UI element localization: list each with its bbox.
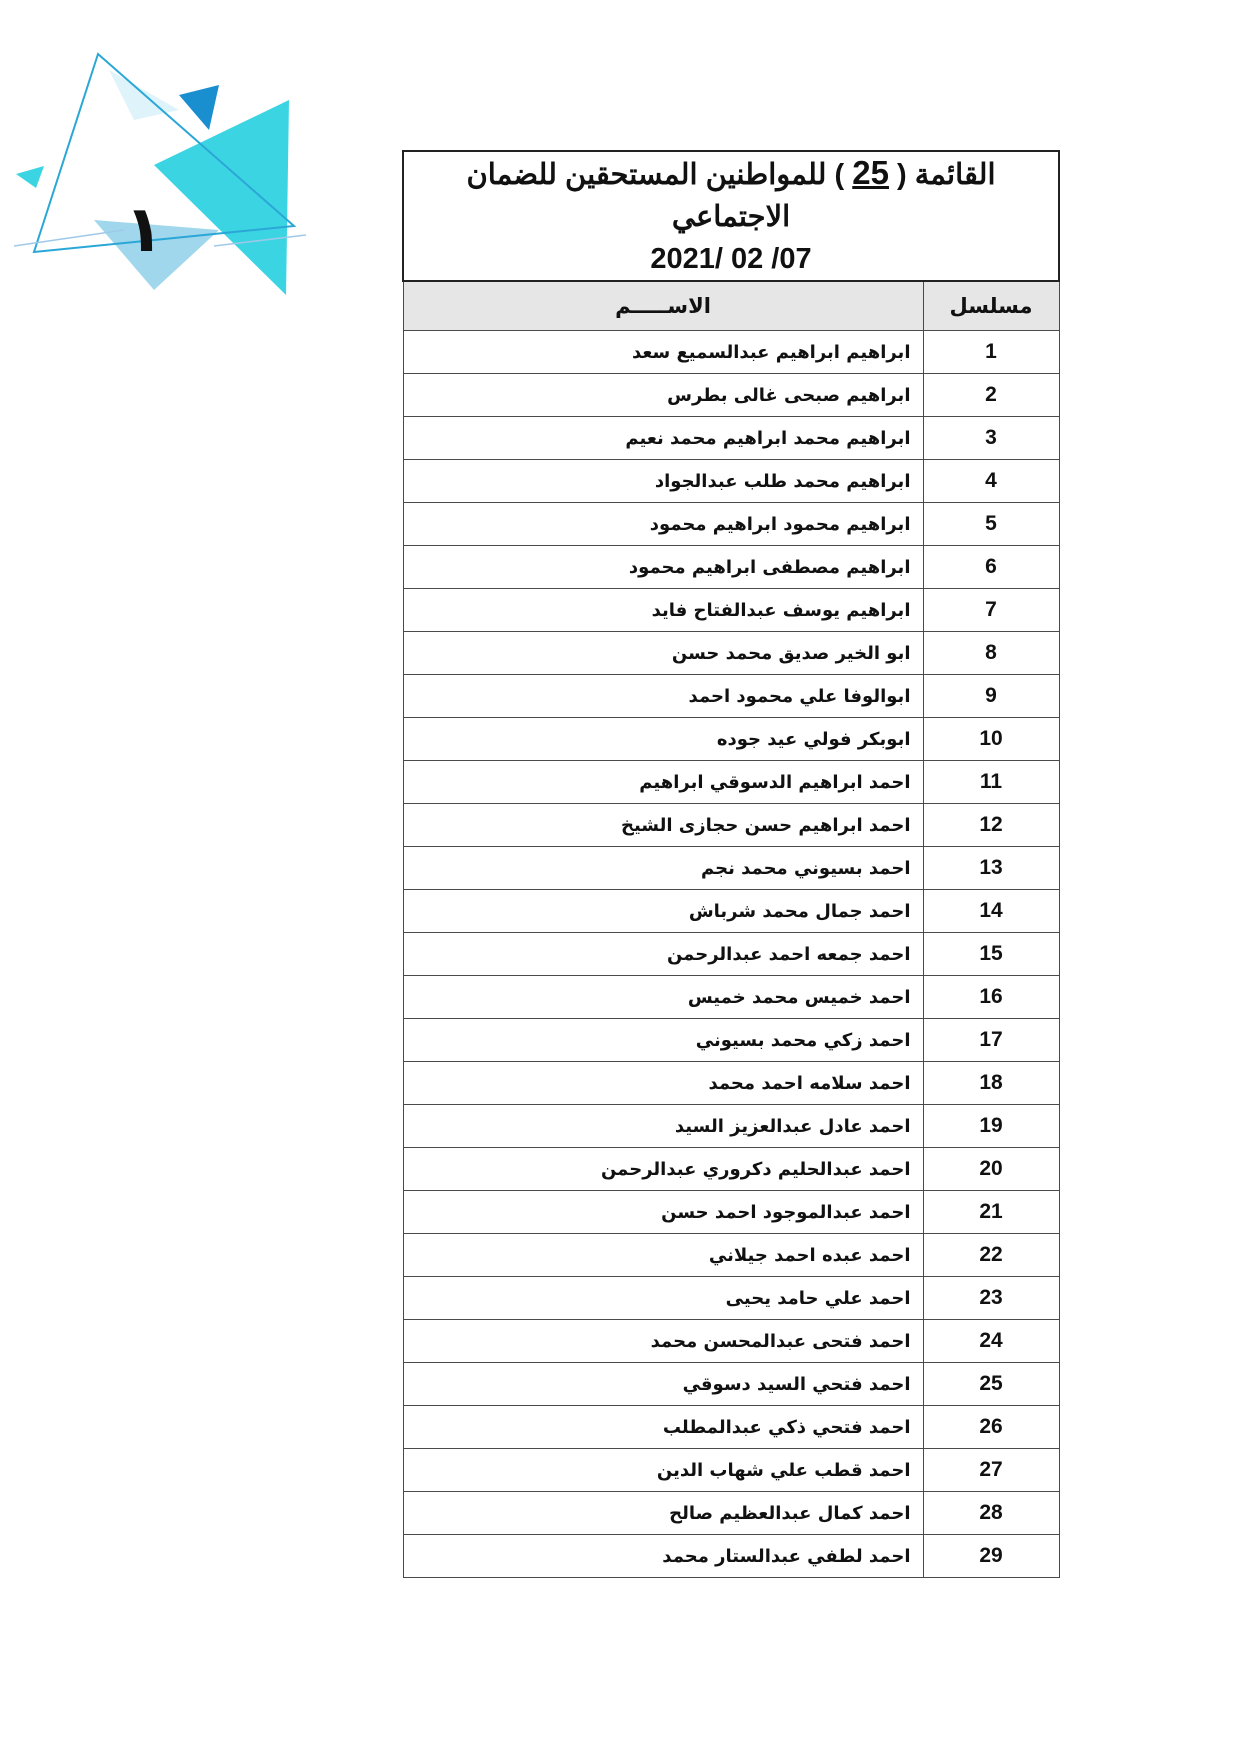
document-date: 2021/ 02 /07: [650, 243, 812, 275]
citizen-name: ابوبكر فولي عيد جوده: [403, 718, 923, 761]
table-body: [403, 331, 1059, 1578]
page-badge: [14, 50, 314, 310]
list-number: 25: [852, 154, 889, 191]
serial-number: 3: [923, 417, 1059, 460]
citizen-name: احمد لطفي عبدالستار محمد: [403, 1535, 923, 1578]
serial-number: 18: [923, 1062, 1059, 1105]
table-row: [403, 675, 1059, 718]
serial-number: 15: [923, 933, 1059, 976]
table-row: [403, 1191, 1059, 1234]
serial-number: 27: [923, 1449, 1059, 1492]
citizen-name: ابراهيم محمود ابراهيم محمود: [403, 503, 923, 546]
table-row: [403, 1277, 1059, 1320]
citizen-name: احمد علي حامد يحيى: [403, 1277, 923, 1320]
citizen-name: احمد جمال محمد شرباش: [403, 890, 923, 933]
table-row: [403, 460, 1059, 503]
serial-number: 4: [923, 460, 1059, 503]
table-row: [403, 933, 1059, 976]
table-row: [403, 847, 1059, 890]
serial-number: 17: [923, 1019, 1059, 1062]
header-serial: مسلسل: [923, 281, 1059, 331]
table-row: [403, 589, 1059, 632]
document-title: [404, 152, 1058, 238]
table-row: [403, 804, 1059, 847]
serial-number: 26: [923, 1406, 1059, 1449]
table-row: [403, 1535, 1059, 1578]
citizen-name: احمد فتحى عبدالمحسن محمد: [403, 1320, 923, 1363]
serial-number: 29: [923, 1535, 1059, 1578]
serial-number: 2: [923, 374, 1059, 417]
citizen-name: احمد فتحي السيد دسوقي: [403, 1363, 923, 1406]
serial-number: 24: [923, 1320, 1059, 1363]
citizen-name: احمد عبده احمد جيلاني: [403, 1234, 923, 1277]
serial-number: 19: [923, 1105, 1059, 1148]
table-row: [403, 1062, 1059, 1105]
serial-number: 11: [923, 761, 1059, 804]
badge-stroke-line: [14, 230, 124, 246]
citizen-name: احمد بسيوني محمد نجم: [403, 847, 923, 890]
table-row: [403, 718, 1059, 761]
document-header: [403, 151, 1059, 281]
serial-number: 9: [923, 675, 1059, 718]
table-row: [403, 761, 1059, 804]
table-row: [403, 976, 1059, 1019]
citizen-name: احمد عبدالحليم دكروري عبدالرحمن: [403, 1148, 923, 1191]
table-row: [403, 1320, 1059, 1363]
citizen-name: ابراهيم محمد ابراهيم محمد نعيم: [403, 417, 923, 460]
serial-number: 5: [923, 503, 1059, 546]
citizen-name: ابراهيم صبحى غالى بطرس: [403, 374, 923, 417]
table-row: [403, 632, 1059, 675]
table-row: [403, 417, 1059, 460]
serial-number: 10: [923, 718, 1059, 761]
table-row: [403, 1363, 1059, 1406]
serial-number: 28: [923, 1492, 1059, 1535]
title-prefix: القائمة (: [897, 159, 996, 191]
table-row: [403, 331, 1059, 374]
title-suffix: ) للمواطنين المستحقين للضمان الاجتماعي: [466, 159, 845, 233]
citizen-name: احمد عادل عبدالعزيز السيد: [403, 1105, 923, 1148]
serial-number: 14: [923, 890, 1059, 933]
serial-number: 7: [923, 589, 1059, 632]
table-row: [403, 1148, 1059, 1191]
citizen-name: احمد زكي محمد بسيوني: [403, 1019, 923, 1062]
citizen-name: ابراهيم محمد طلب عبدالجواد: [403, 460, 923, 503]
table-row: [403, 1019, 1059, 1062]
serial-number: 20: [923, 1148, 1059, 1191]
serial-number: 6: [923, 546, 1059, 589]
citizen-name: ابراهيم مصطفى ابراهيم محمود: [403, 546, 923, 589]
table-row: [403, 1105, 1059, 1148]
header-name: الاســـــم: [403, 281, 923, 331]
page-number: ١: [124, 193, 164, 267]
table-row: [403, 1449, 1059, 1492]
serial-number: 21: [923, 1191, 1059, 1234]
badge-shape-small: [16, 166, 44, 188]
citizen-name: احمد جمعه احمد عبدالرحمن: [403, 933, 923, 976]
serial-number: 23: [923, 1277, 1059, 1320]
citizen-name: احمد فتحي ذكي عبدالمطلب: [403, 1406, 923, 1449]
citizen-name: احمد كمال عبدالعظيم صالح: [403, 1492, 923, 1535]
citizen-name: ابوالوفا علي محمود احمد: [403, 675, 923, 718]
table-row: [403, 374, 1059, 417]
citizen-name: احمد خميس محمد خميس: [403, 976, 923, 1019]
document-header-row: [403, 151, 1059, 281]
column-header-row: [403, 281, 1059, 331]
table-row: [403, 890, 1059, 933]
citizen-name: ابو الخير صديق محمد حسن: [403, 632, 923, 675]
serial-number: 12: [923, 804, 1059, 847]
citizen-name: ابراهيم ابراهيم عبدالسميع سعد: [403, 331, 923, 374]
table-row: [403, 1492, 1059, 1535]
badge-shape-blue: [179, 85, 219, 130]
serial-number: 22: [923, 1234, 1059, 1277]
citizen-name: احمد عبدالموجود احمد حسن: [403, 1191, 923, 1234]
citizen-name: احمد ابراهيم حسن حجازى الشيخ: [403, 804, 923, 847]
beneficiary-table: [402, 150, 1060, 1578]
table-row: [403, 1406, 1059, 1449]
serial-number: 8: [923, 632, 1059, 675]
citizen-name: احمد ابراهيم الدسوقي ابراهيم: [403, 761, 923, 804]
citizen-name: ابراهيم يوسف عبدالفتاح فايد: [403, 589, 923, 632]
serial-number: 13: [923, 847, 1059, 890]
table-row: [403, 546, 1059, 589]
table-row: [403, 1234, 1059, 1277]
serial-number: 1: [923, 331, 1059, 374]
table-row: [403, 503, 1059, 546]
triangle-badge-icon: [14, 50, 314, 310]
serial-number: 25: [923, 1363, 1059, 1406]
citizen-name: احمد سلامه احمد محمد: [403, 1062, 923, 1105]
citizen-name: احمد قطب علي شهاب الدين: [403, 1449, 923, 1492]
serial-number: 16: [923, 976, 1059, 1019]
